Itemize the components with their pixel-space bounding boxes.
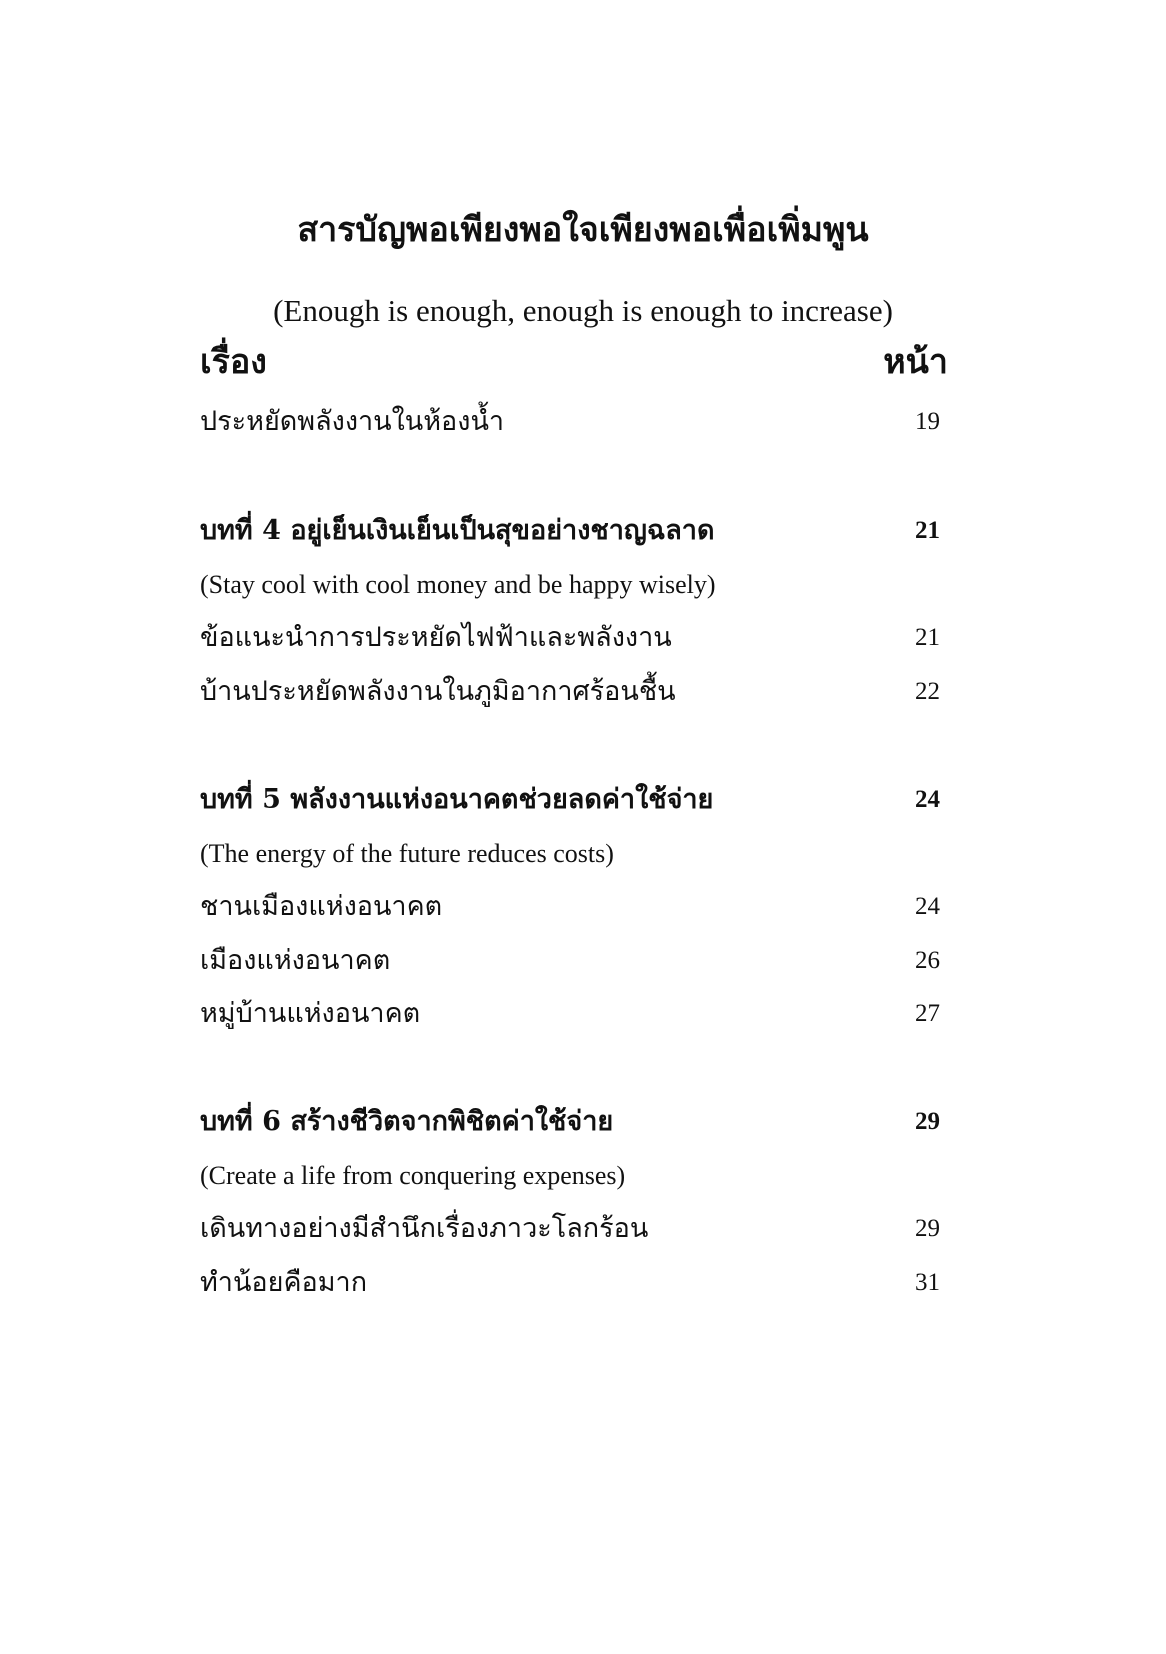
toc-chapter-page: 21 [915, 517, 940, 544]
toc-chapter [200, 778, 940, 822]
toc-chapter-page: 29 [915, 1108, 940, 1135]
toc-entry [200, 1261, 940, 1305]
toc-chapter-english [200, 832, 940, 876]
page-column-label: หน้า [883, 342, 948, 382]
toc-english-label: (Create a life from conquering expenses) [200, 1161, 626, 1190]
toc-entry-page: 19 [915, 408, 940, 435]
toc-chapter-label: บทที่ 6 สร้างชีวิตจากพิชิตค่าใช้จ่าย [200, 1106, 614, 1137]
toc-header [200, 340, 948, 384]
page-subtitle: (Enough is enough, enough is enough to increase) [273, 293, 893, 328]
toc-entry-page: 27 [915, 1000, 940, 1027]
toc-chapter-english [200, 563, 940, 607]
page-title: สารบัญพอเพียงพอใจเพียงพอเพื่อเพิ่มพูน [297, 210, 869, 250]
toc-entry-label: ชานเมืองแห่งอนาคต [200, 891, 443, 922]
toc-entry-label: ประหยัดพลังงานในห้องน้ำ [200, 406, 505, 437]
toc-entry-label: บ้านประหยัดพลังงานในภูมิอากาศร้อนชื้น [200, 676, 676, 707]
toc-entry [200, 992, 940, 1036]
toc-chapter-english [200, 1154, 940, 1198]
toc-entry [200, 670, 940, 714]
toc-chapter-label: บทที่ 5 พลังงานแห่งอนาคตช่วยลดค่าใช้จ่าย [200, 784, 714, 815]
toc-chapter-label: บทที่ 4 อยู่เย็นเงินเย็นเป็นสุขอย่างชาญฉลาด [200, 515, 715, 546]
toc-entry-page: 24 [915, 893, 940, 920]
toc-entry-page: 26 [915, 947, 940, 974]
toc-entry-label: ข้อแนะนำการประหยัดไฟฟ้าและพลังงาน [200, 622, 672, 653]
toc-entry [200, 400, 940, 444]
toc-chapter-page: 24 [915, 786, 940, 813]
toc-chapter [200, 1100, 940, 1144]
toc-entry [200, 939, 940, 983]
toc-entry-page: 31 [915, 1269, 940, 1296]
toc-english-label: (Stay cool with cool money and be happy wisely) [200, 570, 716, 599]
toc-english-label: (The energy of the future reduces costs) [200, 839, 614, 868]
toc-entry-label: ทำน้อยคือมาก [200, 1267, 368, 1298]
topic-column-label: เรื่อง [200, 342, 267, 382]
toc-entry-label: เมืองแห่งอนาคต [200, 945, 391, 976]
toc-entry-label: เดินทางอย่างมีสำนึกเรื่องภาวะโลกร้อน [200, 1213, 649, 1244]
toc-entry-page: 29 [915, 1215, 940, 1242]
toc-entry-label: หมู่บ้านแห่งอนาคต [200, 998, 421, 1029]
toc-entry [200, 616, 940, 660]
toc-entry-page: 21 [915, 624, 940, 651]
toc-entry-page: 22 [915, 678, 940, 705]
toc-entry [200, 885, 940, 929]
toc-entry [200, 1207, 940, 1251]
toc-chapter [200, 509, 940, 553]
